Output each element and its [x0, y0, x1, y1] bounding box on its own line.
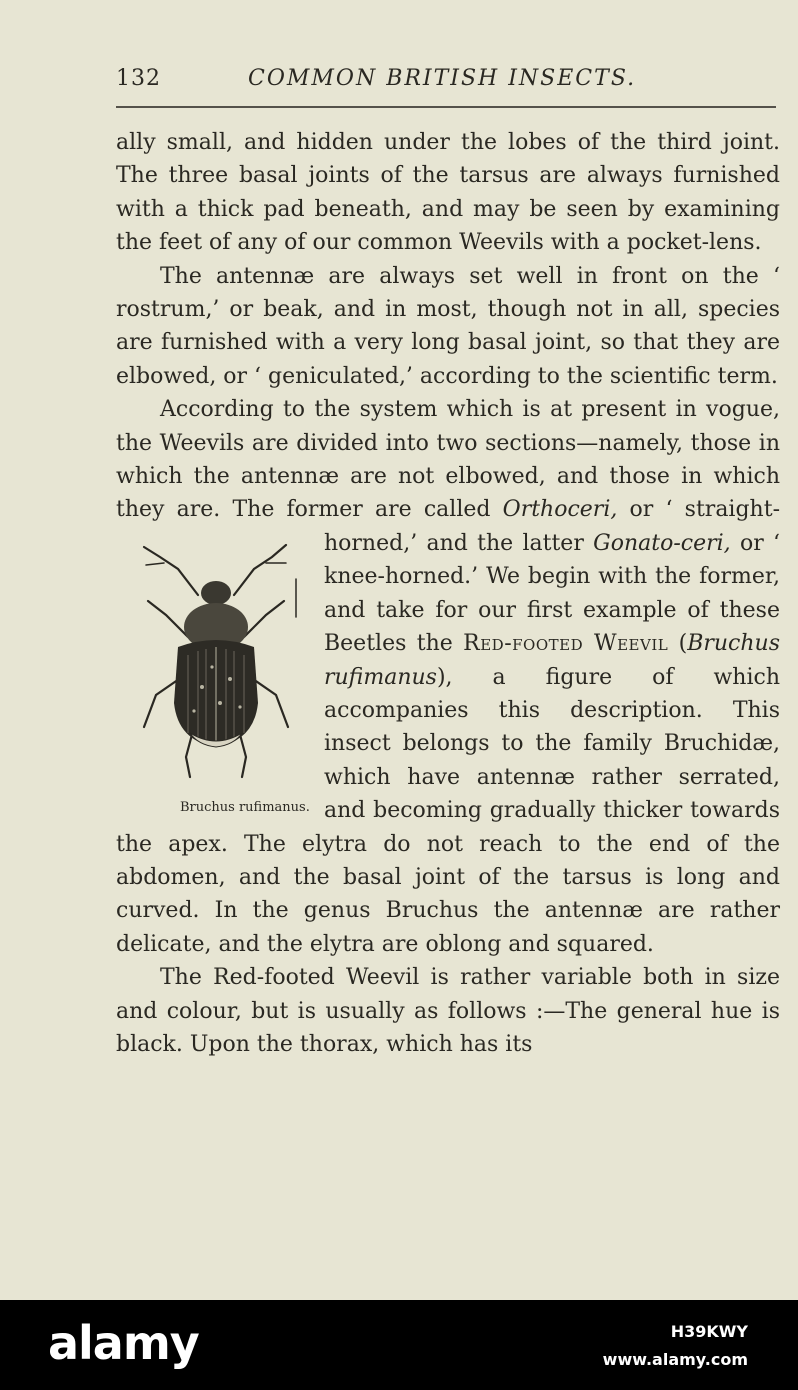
beetle-left-antenna	[144, 547, 198, 595]
species-common-name: Red-footed Weevil	[463, 631, 669, 657]
beetle-illustration-icon	[116, 527, 316, 787]
body-text	[116, 126, 780, 1061]
paragraph-3	[116, 393, 780, 961]
page-number: 132	[116, 66, 161, 91]
p3-text-2: or ‘ straight-horned,’ and the latter	[324, 497, 780, 556]
site-url: www.alamy.com	[602, 1350, 748, 1369]
running-head: COMMON BRITISH INSECTS.	[248, 66, 637, 91]
p3-text-4: ), a figure of which accompanies this description. This insect belongs to the family Bruchidæ, which have antennæ rather serrated, and becoming gradually thicker towards the apex. The elytra do not reach to the end of the abdomen, and the basal joint of the tarsus is long and curved. In the genus Bruchus the antennæ are rather delicate, and the elytra are oblong and squared.	[116, 664, 780, 957]
page-header	[116, 62, 776, 98]
paragraph-2: The antennæ are always set well in front on the ‘ rostrum,’ or beak, and in most, though not in all, species are furnished with a very long basal joint, so that they are elbowed, or ‘ geniculated,’ according to the scientific term.	[116, 263, 780, 389]
beetle-head	[201, 581, 231, 605]
beetle-right-antenna	[234, 545, 286, 595]
term-orthoceri: Orthoceri,	[502, 497, 618, 523]
beetle-left-foreleg	[148, 601, 188, 637]
paragraph-1: ally small, and hidden under the lobes of the third joint. The three basal joints of the tarsus are always furnished with a thick pad beneath, and may be seen by examining the feet of any of our common Weevils with a pocket-lens.	[116, 130, 780, 256]
p3-text-1: According to the system which is at present in vogue, the Weevils are divided into two sections—namely, those in which the antennæ are not elbowed, and those in which they are. The former are called	[116, 397, 780, 523]
image-id: H39KWY	[670, 1322, 748, 1341]
paren-open: (	[668, 631, 688, 657]
term-gonatoceri: Gonato-ceri,	[593, 530, 731, 556]
paragraph-4: The Red-footed Weevil is rather variable both in size and colour, but is usually as follows :—The general hue is black. Upon the thorax, which has its	[116, 965, 780, 1057]
beetle-right-foreleg	[244, 601, 284, 637]
alamy-logo: alamy	[48, 1316, 199, 1370]
figure-caption: Bruchus rufimanus.	[180, 799, 310, 815]
p3-text-3: or ‘ knee-horned.’ We begin with the former, and take for our first example of these Beetles the	[324, 530, 780, 657]
beetle-figure	[116, 527, 316, 827]
watermark-footer	[0, 1300, 798, 1390]
header-rule	[116, 106, 776, 108]
species-latin-name: Bruchus rufimanus	[324, 631, 780, 690]
